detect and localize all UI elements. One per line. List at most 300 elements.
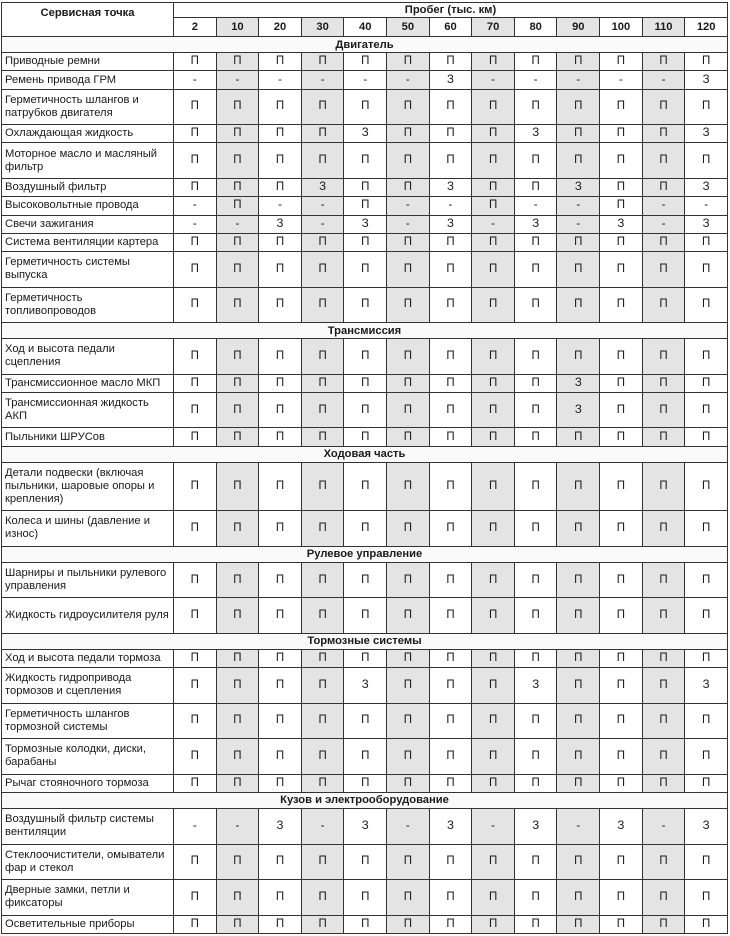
schedule-cell: П bbox=[174, 287, 217, 322]
schedule-cell: П bbox=[259, 511, 302, 546]
schedule-cell: П bbox=[429, 252, 472, 287]
schedule-cell: П bbox=[429, 143, 472, 178]
schedule-cell: З bbox=[429, 178, 472, 196]
schedule-cell: П bbox=[600, 598, 643, 633]
schedule-cell: П bbox=[685, 462, 728, 510]
schedule-cell: П bbox=[514, 428, 557, 446]
schedule-cell: З bbox=[685, 178, 728, 196]
schedule-cell: - bbox=[557, 71, 600, 89]
schedule-cell: П bbox=[216, 53, 259, 71]
table-row bbox=[2, 774, 728, 792]
schedule-cell: П bbox=[514, 143, 557, 178]
schedule-cell: П bbox=[557, 668, 600, 703]
service-item-label: Жидкость гидропривода тормозов и сцепления bbox=[2, 668, 174, 703]
schedule-cell: П bbox=[600, 374, 643, 392]
schedule-cell: П bbox=[600, 197, 643, 215]
schedule-cell: - bbox=[514, 71, 557, 89]
schedule-cell: П bbox=[514, 462, 557, 510]
table-row bbox=[2, 125, 728, 143]
schedule-cell: З bbox=[600, 215, 643, 233]
schedule-cell: П bbox=[259, 178, 302, 196]
schedule-cell: П bbox=[216, 462, 259, 510]
schedule-cell: П bbox=[216, 339, 259, 374]
schedule-cell: П bbox=[642, 339, 685, 374]
schedule-cell: П bbox=[174, 392, 217, 427]
schedule-cell: П bbox=[216, 125, 259, 143]
table-row bbox=[2, 53, 728, 71]
schedule-cell: П bbox=[301, 880, 344, 915]
schedule-cell: П bbox=[387, 178, 430, 196]
schedule-cell: П bbox=[259, 125, 302, 143]
section-row bbox=[2, 323, 728, 339]
schedule-cell: П bbox=[557, 598, 600, 633]
service-item-label: Свечи зажигания bbox=[2, 215, 174, 233]
schedule-cell: П bbox=[259, 428, 302, 446]
schedule-cell: З bbox=[344, 809, 387, 844]
schedule-cell: П bbox=[344, 649, 387, 667]
section-row bbox=[2, 37, 728, 53]
schedule-cell: П bbox=[642, 511, 685, 546]
schedule-cell: П bbox=[642, 252, 685, 287]
schedule-cell: П bbox=[259, 252, 302, 287]
table-row bbox=[2, 89, 728, 124]
schedule-cell: - bbox=[174, 809, 217, 844]
schedule-cell: - bbox=[387, 197, 430, 215]
schedule-cell: П bbox=[216, 178, 259, 196]
schedule-cell: З bbox=[514, 215, 557, 233]
schedule-cell: П bbox=[259, 880, 302, 915]
schedule-cell: П bbox=[429, 53, 472, 71]
schedule-cell: П bbox=[642, 880, 685, 915]
schedule-cell: З bbox=[344, 215, 387, 233]
schedule-cell: - bbox=[600, 71, 643, 89]
schedule-cell: П bbox=[344, 511, 387, 546]
schedule-cell: П bbox=[600, 252, 643, 287]
schedule-cell: П bbox=[685, 392, 728, 427]
schedule-cell: П bbox=[642, 739, 685, 774]
schedule-cell: П bbox=[642, 844, 685, 879]
section-title: Рулевое управление bbox=[2, 546, 728, 562]
km-header-cell: 100 bbox=[600, 18, 643, 37]
schedule-cell: П bbox=[344, 53, 387, 71]
schedule-cell: П bbox=[344, 374, 387, 392]
schedule-cell: П bbox=[642, 428, 685, 446]
schedule-cell: П bbox=[642, 287, 685, 322]
schedule-cell: П bbox=[600, 178, 643, 196]
schedule-cell: П bbox=[514, 649, 557, 667]
schedule-cell: П bbox=[301, 915, 344, 934]
section-row bbox=[2, 446, 728, 462]
table-row bbox=[2, 668, 728, 703]
km-header-cell: 30 bbox=[301, 18, 344, 37]
schedule-cell: П bbox=[259, 562, 302, 597]
schedule-cell: П bbox=[429, 89, 472, 124]
schedule-cell: П bbox=[472, 598, 515, 633]
schedule-cell: П bbox=[301, 703, 344, 738]
service-item-label: Тормозные колодки, диски, барабаны bbox=[2, 739, 174, 774]
schedule-cell: П bbox=[174, 53, 217, 71]
schedule-cell: П bbox=[216, 649, 259, 667]
schedule-cell: П bbox=[642, 598, 685, 633]
schedule-cell: П bbox=[174, 511, 217, 546]
schedule-cell: П bbox=[387, 598, 430, 633]
schedule-cell: П bbox=[514, 598, 557, 633]
schedule-cell: П bbox=[514, 392, 557, 427]
schedule-cell: П bbox=[685, 287, 728, 322]
schedule-cell: П bbox=[600, 89, 643, 124]
schedule-cell: П bbox=[514, 178, 557, 196]
schedule-cell: П bbox=[600, 287, 643, 322]
schedule-cell: П bbox=[472, 233, 515, 251]
section-title: Ходовая часть bbox=[2, 446, 728, 462]
schedule-cell: П bbox=[174, 233, 217, 251]
section-title: Тормозные системы bbox=[2, 633, 728, 649]
schedule-cell: П bbox=[600, 392, 643, 427]
schedule-cell: П bbox=[174, 598, 217, 633]
schedule-cell: П bbox=[600, 703, 643, 738]
schedule-cell: З bbox=[685, 668, 728, 703]
schedule-cell: П bbox=[429, 739, 472, 774]
schedule-cell: П bbox=[301, 649, 344, 667]
schedule-cell: П bbox=[387, 125, 430, 143]
schedule-cell: П bbox=[301, 598, 344, 633]
schedule-cell: П bbox=[642, 703, 685, 738]
schedule-cell: П bbox=[344, 392, 387, 427]
schedule-cell: П bbox=[301, 739, 344, 774]
schedule-cell: П bbox=[557, 880, 600, 915]
schedule-cell: П bbox=[429, 844, 472, 879]
schedule-cell: П bbox=[429, 125, 472, 143]
schedule-cell: П bbox=[174, 462, 217, 510]
schedule-cell: П bbox=[174, 880, 217, 915]
schedule-cell: - bbox=[387, 215, 430, 233]
schedule-cell: П bbox=[344, 178, 387, 196]
schedule-cell: П bbox=[216, 915, 259, 934]
schedule-cell: П bbox=[557, 844, 600, 879]
schedule-cell: З bbox=[344, 125, 387, 143]
schedule-cell: П bbox=[514, 562, 557, 597]
schedule-cell: П bbox=[685, 252, 728, 287]
schedule-cell: П bbox=[259, 462, 302, 510]
schedule-cell: З bbox=[685, 125, 728, 143]
schedule-cell: П bbox=[685, 511, 728, 546]
schedule-cell: П bbox=[301, 143, 344, 178]
service-item-label: Воздушный фильтр bbox=[2, 178, 174, 196]
schedule-cell: П bbox=[642, 462, 685, 510]
schedule-cell: - bbox=[429, 197, 472, 215]
service-item-label: Трансмиссионная жидкость АКП bbox=[2, 392, 174, 427]
schedule-cell: П bbox=[174, 89, 217, 124]
schedule-cell: П bbox=[685, 739, 728, 774]
schedule-cell: П bbox=[259, 844, 302, 879]
schedule-cell: П bbox=[259, 649, 302, 667]
schedule-cell: П bbox=[387, 880, 430, 915]
schedule-cell: П bbox=[174, 252, 217, 287]
schedule-cell: П bbox=[344, 339, 387, 374]
schedule-cell: П bbox=[472, 197, 515, 215]
schedule-cell: П bbox=[557, 89, 600, 124]
schedule-cell: П bbox=[429, 598, 472, 633]
service-item-label: Приводные ремни bbox=[2, 53, 174, 71]
schedule-cell: П bbox=[344, 703, 387, 738]
schedule-cell: П bbox=[557, 233, 600, 251]
schedule-cell: П bbox=[472, 511, 515, 546]
schedule-cell: З bbox=[557, 374, 600, 392]
table-row bbox=[2, 178, 728, 196]
schedule-cell: П bbox=[514, 915, 557, 934]
table-row bbox=[2, 880, 728, 915]
schedule-cell: П bbox=[600, 739, 643, 774]
schedule-cell: П bbox=[301, 511, 344, 546]
schedule-cell: П bbox=[514, 739, 557, 774]
km-header-cell: 2 bbox=[174, 18, 217, 37]
schedule-cell: П bbox=[685, 649, 728, 667]
schedule-cell: П bbox=[174, 143, 217, 178]
schedule-cell: П bbox=[472, 739, 515, 774]
schedule-cell: - bbox=[174, 71, 217, 89]
schedule-cell: П bbox=[600, 462, 643, 510]
schedule-cell: П bbox=[600, 511, 643, 546]
schedule-cell: П bbox=[301, 462, 344, 510]
schedule-cell: - bbox=[685, 197, 728, 215]
schedule-cell: П bbox=[344, 915, 387, 934]
schedule-cell: П bbox=[685, 428, 728, 446]
schedule-cell: П bbox=[472, 53, 515, 71]
schedule-cell: - bbox=[216, 809, 259, 844]
schedule-cell: П bbox=[600, 339, 643, 374]
schedule-cell: П bbox=[387, 252, 430, 287]
schedule-cell: П bbox=[642, 89, 685, 124]
schedule-cell: П bbox=[216, 89, 259, 124]
schedule-cell: П bbox=[557, 649, 600, 667]
schedule-cell: З bbox=[514, 125, 557, 143]
schedule-cell: П bbox=[429, 774, 472, 792]
schedule-cell: П bbox=[642, 668, 685, 703]
km-header-cell: 50 bbox=[387, 18, 430, 37]
service-item-label: Трансмиссионное масло МКП bbox=[2, 374, 174, 392]
schedule-cell: П bbox=[387, 143, 430, 178]
schedule-cell: П bbox=[514, 844, 557, 879]
schedule-cell: З bbox=[514, 809, 557, 844]
schedule-cell: З bbox=[344, 668, 387, 703]
table-row bbox=[2, 428, 728, 446]
schedule-cell: П bbox=[216, 774, 259, 792]
schedule-cell: - bbox=[387, 809, 430, 844]
schedule-cell: П bbox=[685, 339, 728, 374]
schedule-cell: - bbox=[216, 71, 259, 89]
table-row bbox=[2, 374, 728, 392]
schedule-cell: З bbox=[301, 178, 344, 196]
section-title: Трансмиссия bbox=[2, 323, 728, 339]
schedule-cell: П bbox=[472, 178, 515, 196]
service-item-label: Система вентиляции картера bbox=[2, 233, 174, 251]
service-item-label: Ремень привода ГРМ bbox=[2, 71, 174, 89]
table-row bbox=[2, 649, 728, 667]
schedule-cell: П bbox=[642, 233, 685, 251]
schedule-cell: - bbox=[301, 215, 344, 233]
schedule-cell: - bbox=[514, 197, 557, 215]
schedule-cell: П bbox=[600, 668, 643, 703]
schedule-cell: П bbox=[557, 739, 600, 774]
schedule-cell: П bbox=[174, 739, 217, 774]
schedule-cell: П bbox=[387, 511, 430, 546]
schedule-cell: П bbox=[259, 89, 302, 124]
schedule-cell: П bbox=[514, 339, 557, 374]
service-item-label: Детали подвески (включая пыльники, шаровые опоры и крепления) bbox=[2, 462, 174, 510]
schedule-cell: - bbox=[642, 71, 685, 89]
km-header-cell: 90 bbox=[557, 18, 600, 37]
schedule-cell: П bbox=[472, 844, 515, 879]
schedule-cell: П bbox=[429, 649, 472, 667]
schedule-cell: П bbox=[344, 143, 387, 178]
schedule-cell: П bbox=[600, 562, 643, 597]
schedule-cell: П bbox=[472, 89, 515, 124]
schedule-cell: П bbox=[344, 598, 387, 633]
schedule-cell: - bbox=[259, 197, 302, 215]
schedule-cell: П bbox=[472, 125, 515, 143]
schedule-cell: П bbox=[557, 428, 600, 446]
schedule-cell: - bbox=[472, 809, 515, 844]
schedule-cell: П bbox=[174, 668, 217, 703]
schedule-cell: П bbox=[174, 915, 217, 934]
schedule-cell: П bbox=[600, 233, 643, 251]
schedule-cell: П bbox=[642, 143, 685, 178]
schedule-cell: - bbox=[557, 215, 600, 233]
schedule-cell: - bbox=[216, 215, 259, 233]
schedule-cell: - bbox=[301, 809, 344, 844]
schedule-cell: П bbox=[514, 774, 557, 792]
schedule-cell: П bbox=[472, 287, 515, 322]
schedule-cell: П bbox=[514, 233, 557, 251]
schedule-cell: П bbox=[429, 374, 472, 392]
schedule-cell: П bbox=[685, 233, 728, 251]
schedule-cell: П bbox=[642, 125, 685, 143]
table-row bbox=[2, 339, 728, 374]
schedule-cell: П bbox=[472, 428, 515, 446]
schedule-cell: П bbox=[344, 739, 387, 774]
schedule-cell: П bbox=[685, 143, 728, 178]
schedule-cell: П bbox=[600, 880, 643, 915]
service-item-label: Воздушный фильтр системы вентиляции bbox=[2, 809, 174, 844]
schedule-cell: З bbox=[429, 215, 472, 233]
schedule-cell: П bbox=[216, 562, 259, 597]
schedule-cell: П bbox=[642, 649, 685, 667]
schedule-cell: П bbox=[557, 562, 600, 597]
schedule-cell: П bbox=[387, 668, 430, 703]
schedule-cell: П bbox=[259, 598, 302, 633]
schedule-cell: - bbox=[301, 71, 344, 89]
schedule-cell: П bbox=[600, 649, 643, 667]
schedule-cell: П bbox=[472, 462, 515, 510]
schedule-cell: П bbox=[472, 703, 515, 738]
schedule-cell: П bbox=[387, 428, 430, 446]
maintenance-schedule bbox=[1, 2, 728, 934]
schedule-cell: - bbox=[642, 197, 685, 215]
schedule-cell: П bbox=[387, 844, 430, 879]
km-header-cell: 20 bbox=[259, 18, 302, 37]
km-header-cell: 10 bbox=[216, 18, 259, 37]
schedule-cell: П bbox=[301, 53, 344, 71]
maintenance-table bbox=[1, 2, 728, 934]
section-title: Кузов и электрооборудование bbox=[2, 792, 728, 808]
schedule-cell: П bbox=[301, 844, 344, 879]
schedule-cell: П bbox=[387, 739, 430, 774]
table-row bbox=[2, 462, 728, 510]
schedule-cell: П bbox=[472, 915, 515, 934]
schedule-cell: П bbox=[387, 374, 430, 392]
schedule-cell: П bbox=[514, 53, 557, 71]
schedule-cell: П bbox=[557, 53, 600, 71]
schedule-cell: П bbox=[557, 511, 600, 546]
schedule-cell: П bbox=[557, 339, 600, 374]
schedule-cell: П bbox=[600, 143, 643, 178]
schedule-cell: П bbox=[301, 562, 344, 597]
schedule-cell: П bbox=[387, 915, 430, 934]
km-header-cell: 110 bbox=[642, 18, 685, 37]
schedule-cell: П bbox=[429, 462, 472, 510]
schedule-cell: П bbox=[514, 252, 557, 287]
schedule-cell: П bbox=[174, 374, 217, 392]
schedule-cell: П bbox=[259, 53, 302, 71]
schedule-cell: П bbox=[344, 774, 387, 792]
table-body bbox=[2, 37, 728, 934]
schedule-cell: П bbox=[514, 287, 557, 322]
schedule-cell: П bbox=[387, 339, 430, 374]
schedule-cell: - bbox=[174, 215, 217, 233]
table-row bbox=[2, 915, 728, 934]
schedule-cell: П bbox=[472, 143, 515, 178]
schedule-cell: П bbox=[472, 339, 515, 374]
schedule-cell: П bbox=[174, 703, 217, 738]
table-row bbox=[2, 215, 728, 233]
schedule-cell: П bbox=[259, 739, 302, 774]
schedule-cell: П bbox=[259, 287, 302, 322]
schedule-cell: П bbox=[429, 339, 472, 374]
schedule-cell: З bbox=[259, 215, 302, 233]
schedule-cell: П bbox=[429, 703, 472, 738]
service-item-label: Пыльники ШРУСов bbox=[2, 428, 174, 446]
table-row bbox=[2, 287, 728, 322]
schedule-cell: П bbox=[301, 287, 344, 322]
schedule-cell: П bbox=[301, 89, 344, 124]
schedule-cell: П bbox=[301, 339, 344, 374]
schedule-cell: П bbox=[259, 143, 302, 178]
schedule-cell: - bbox=[174, 197, 217, 215]
service-point-header: Сервисная точка bbox=[2, 3, 174, 37]
schedule-cell: П bbox=[685, 880, 728, 915]
schedule-cell: П bbox=[514, 89, 557, 124]
schedule-cell: З bbox=[429, 71, 472, 89]
schedule-cell: П bbox=[344, 233, 387, 251]
schedule-cell: П bbox=[557, 143, 600, 178]
schedule-cell: - bbox=[259, 71, 302, 89]
km-header-cell: 120 bbox=[685, 18, 728, 37]
service-item-label: Моторное масло и масляный фильтр bbox=[2, 143, 174, 178]
schedule-cell: П bbox=[259, 233, 302, 251]
schedule-cell: П bbox=[642, 392, 685, 427]
schedule-cell: П bbox=[301, 125, 344, 143]
table-row bbox=[2, 143, 728, 178]
schedule-cell: П bbox=[642, 774, 685, 792]
schedule-cell: П bbox=[387, 53, 430, 71]
table-row bbox=[2, 71, 728, 89]
service-item-label: Дверные замки, петли и фиксаторы bbox=[2, 880, 174, 915]
service-item-label: Ход и высота педали сцепления bbox=[2, 339, 174, 374]
schedule-cell: З bbox=[685, 215, 728, 233]
km-header-cell: 60 bbox=[429, 18, 472, 37]
schedule-cell: П bbox=[429, 915, 472, 934]
schedule-cell: П bbox=[259, 915, 302, 934]
